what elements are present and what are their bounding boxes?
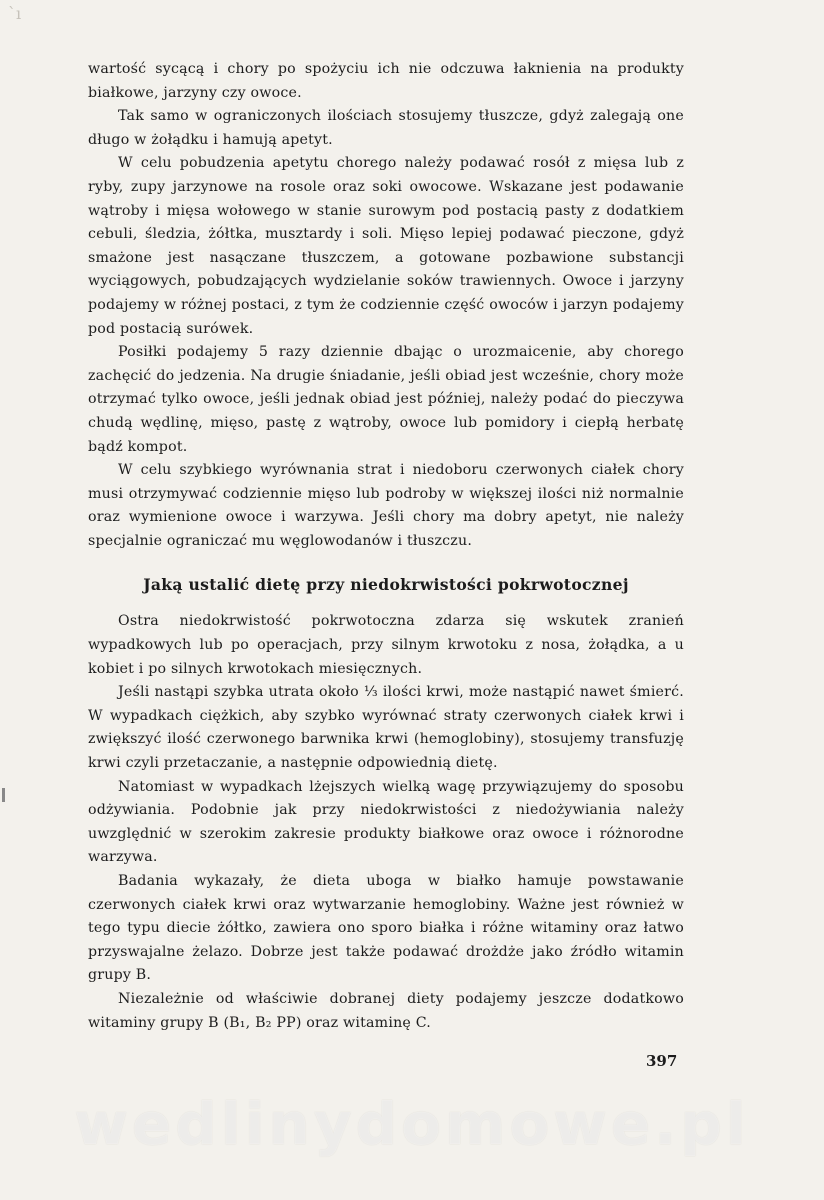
corner-mark: `ı [8, 4, 22, 23]
book-page [88, 58, 684, 1035]
paragraph-3: W celu pobudzenia apetytu chorego należy podawać rosół z mięsa lub z ryby, zupy jarzynowe na rosole oraz soki owocowe. Wskazane jest podawanie wątroby i mięsa wołowego w stanie surowym pod postacią pasty z dodatkiem cebuli, śledzia, żółtka, musztardy i soli. Mięso lepiej podawać pieczone, gdyż smażone jest nasączane tłuszczem, a gotowane pozbawione substancji wyciągowych, pobudzających wydzielanie soków trawiennych. Owoce i jarzyny podajemy w różnej postaci, z tym że codziennie część owoców i jarzyn podajemy pod postacią surówek. [88, 155, 684, 337]
paragraph-1: wartość sycącą i chory po spożyciu ich nie odczuwa łaknienia na produkty białkowe, jarzyny czy owoce. [88, 61, 684, 101]
scan-edge-mark [2, 788, 5, 802]
watermark: wedlinydomowe.pl [74, 1090, 750, 1158]
paragraph-5: W celu szybkiego wyrównania strat i niedoboru czerwonych ciałek chory musi otrzymywać codziennie mięso lub podroby w większej ilości niż normalnie oraz wymienione owoce i warzywa. Jeśli chory ma dobry apetyt, nie należy specjalnie ograniczać mu węglowodanów i tłuszczu. [88, 462, 684, 549]
paragraph-2: Tak samo w ograniczonych ilościach stosujemy tłuszcze, gdyż zalegają one długo w żołądku i hamują apetyt. [88, 108, 684, 148]
paragraph-6: Ostra niedokrwistość pokrwotoczna zdarza się wskutek zranień wypadkowych lub po operacjach, przy silnym krwotoku z nosa, żołądka, a u kobiet i po silnych krwotokach miesięcznych. [88, 613, 684, 677]
section-heading: Jaką ustalić dietę przy niedokrwistości pokrwotocznej [143, 575, 629, 595]
paragraph-7: Jeśli nastąpi szybka utrata około ⅓ ilości krwi, może nastąpić nawet śmierć. W wypadkach ciężkich, aby szybko wyrównać straty czerwonych ciałek krwi i zwiększyć ilość czerwonego barwnika krwi (hemoglobiny), stosujemy transfuzję krwi czyli przetaczanie, a następnie odpowiednią dietę. [88, 684, 684, 772]
paragraph-10: Niezależnie od właściwie dobranej diety podajemy jeszcze dodatkowo witaminy grupy B (B₁, B₂ PP) oraz witaminę C. [88, 990, 684, 1031]
paragraph-4: Posiłki podajemy 5 razy dziennie dbając o urozmaicenie, aby chorego zachęcić do jedzenia. Na drugie śniadanie, jeśli obiad jest wcześnie, chory może otrzymać tylko owoce, jeśli jednak obiad jest później, należy podać do pieczywa chudą wędlinę, mięso, pastę z wątroby, owoce lub pomidory i ciepłą herbatę bądź kompot. [88, 344, 684, 455]
page-number: 397 [646, 1052, 678, 1070]
paragraph-8: Natomiast w wypadkach lżejszych wielką wagę przywiązujemy do sposobu odżywiania. Podobnie jak przy niedokrwistości z niedożywiania należy uwzględnić w szerokim zakresie produkty białkowe oraz owoce i różnorodne warzywa. [88, 778, 684, 866]
paragraph-9: Badania wykazały, że dieta uboga w białko hamuje powstawanie czerwonych ciałek krwi oraz wytwarzanie hemoglobiny. Ważne jest również w tego typu diecie żółtko, zawiera ono sporo białka i różne witaminy oraz łatwo przyswajalne żelazo. Dobrze jest także podawać drożdże jako źródło witamin grupy B. [88, 873, 684, 984]
